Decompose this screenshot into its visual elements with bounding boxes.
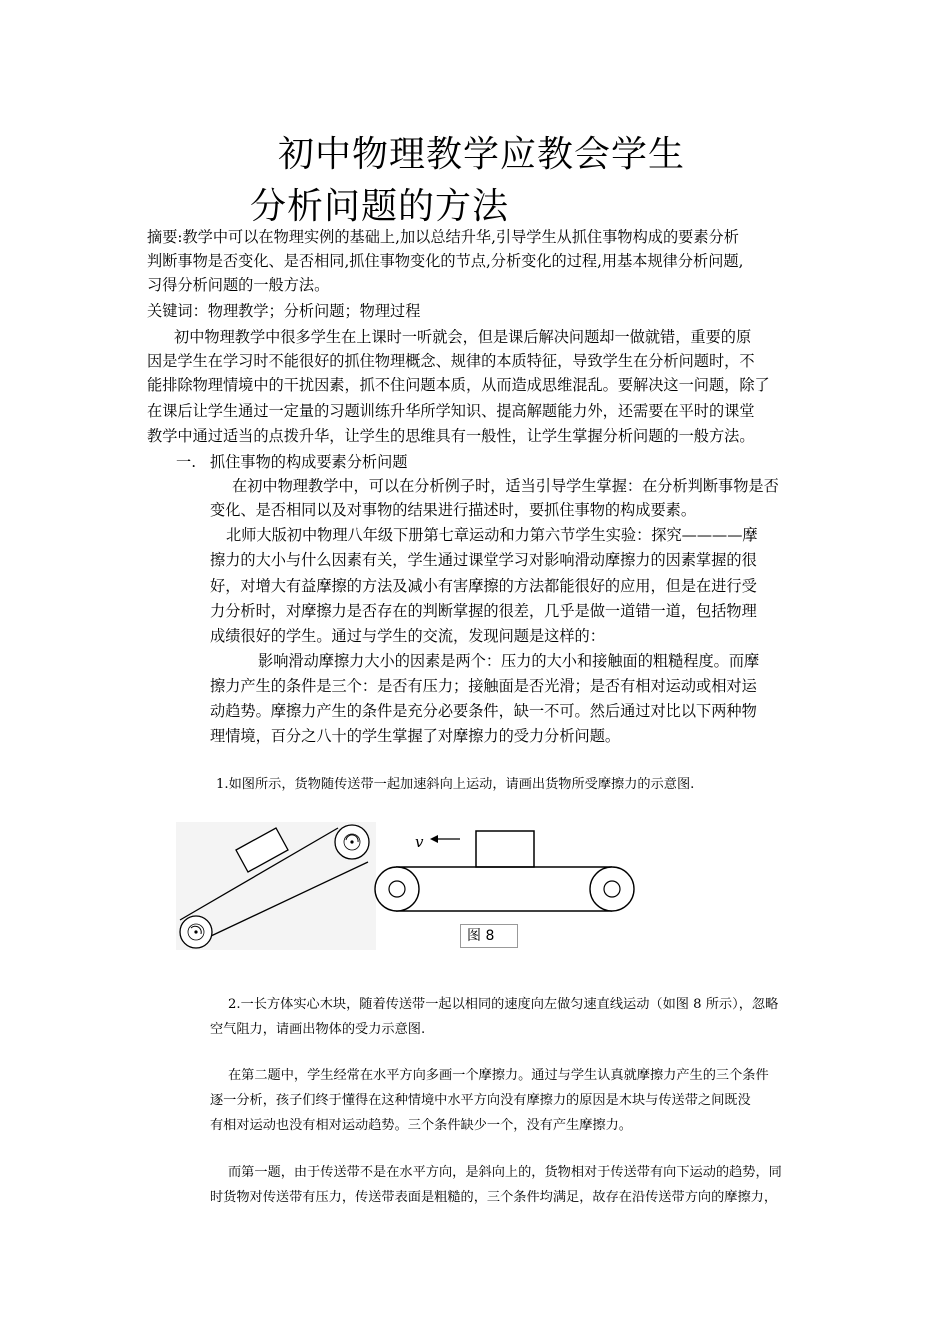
para5-line-2: 时货物对传送带有压力，传送带表面是粗糙的，三个条件均满足，故存在沿传送带方向的摩擦力， bbox=[210, 1190, 778, 1205]
section-heading: 抓住事物的构成要素分析问题 bbox=[210, 453, 408, 471]
keywords: 关键词：物理教学；分析问题；物理过程 bbox=[147, 302, 421, 320]
para1-line-1: 在初中物理教学中，可以在分析例子时，适当引导学生掌握：在分析判断事物是否 bbox=[232, 477, 779, 495]
para3-line-2: 擦力产生的条件是三个：是否有压力；接触面是否光滑；是否有相对运动或相对运 bbox=[210, 677, 757, 695]
question-1: 1.如图所示，货物随传送带一起加速斜向上运动，请画出货物所受摩擦力的示意图. bbox=[216, 777, 695, 792]
intro-line-2: 因是学生在学习时不能很好的抓住物理概念、规律的本质特征，导致学生在分析问题时，不 bbox=[147, 352, 755, 370]
para4-line-1: 在第二题中，学生经常在水平方向多画一个摩擦力。通过与学生认真就摩擦力产生的三个条件 bbox=[228, 1068, 769, 1083]
wooden-block bbox=[476, 831, 534, 867]
inclined-conveyor-figure bbox=[176, 822, 376, 950]
velocity-label: v bbox=[415, 833, 424, 851]
para3-line-4: 理情境，百分之八十的学生掌握了对摩擦力的受力分析问题。 bbox=[210, 727, 621, 745]
intro-line-1: 初中物理教学中很多学生在上课时一听就会，但是课后解决问题却一做就错，重要的原 bbox=[174, 328, 752, 346]
intro-line-5: 教学中通过适当的点拨升华，让学生的思维具有一般性，让学生掌握分析问题的一般方法。 bbox=[147, 427, 755, 445]
figure-caption: 图 8 bbox=[460, 924, 518, 948]
question-2-line-1: 2.一长方体实心木块，随着传送带一起以相同的速度向左做匀速直线运动（如图 8 所示），忽略 bbox=[228, 997, 779, 1012]
para5-line-1: 而第一题，由于传送带不是在水平方向，是斜向上的，货物相对于传送带有向下运动的趋势，同 bbox=[228, 1165, 782, 1180]
velocity-arrow-head bbox=[430, 835, 438, 843]
title-line-1: 初中物理教学应教会学生 bbox=[278, 134, 686, 175]
title-line-2: 分析问题的方法 bbox=[250, 186, 510, 227]
para2-line-5: 成绩很好的学生。通过与学生的交流，发现问题是这样的： bbox=[210, 627, 605, 645]
intro-line-3: 能排除物理情境中的干扰因素，抓不住问题本质，从而造成思维混乱。要解决这一问题，除了 bbox=[147, 376, 770, 394]
abstract-line-2: 判断事物是否变化、是否相同,抓住事物变化的节点,分析变化的过程,用基本规律分析问题, bbox=[147, 252, 744, 270]
intro-line-4: 在课后让学生通过一定量的习题训练升华所学知识、提高解题能力外，还需要在平时的课堂 bbox=[147, 402, 755, 420]
abstract-line-1: 摘要:教学中可以在物理实例的基础上,加以总结升华,引导学生从抓住事物构成的要素分析 bbox=[147, 228, 739, 246]
para4-line-2: 逐一分析，孩子们终于懂得在这种情境中水平方向没有摩擦力的原因是木块与传送带之间既没 bbox=[210, 1093, 751, 1108]
para2-line-3: 好，对增大有益摩擦的方法及减小有害摩擦的方法都能很好的应用，但是在进行受 bbox=[210, 577, 757, 595]
para3-line-3: 动趋势。摩擦力产生的条件是充分必要条件，缺一不可。然后通过对比以下两种物 bbox=[210, 702, 757, 720]
left-pulley bbox=[375, 867, 419, 911]
question-2-line-2: 空气阻力，请画出物体的受力示意图. bbox=[210, 1022, 426, 1037]
para4-line-3: 有相对运动也没有相对运动趋势。三个条件缺少一个，没有产生摩擦力。 bbox=[210, 1118, 632, 1133]
horizontal-conveyor-figure bbox=[372, 825, 637, 920]
para3-line-1: 影响滑动摩擦力大小的因素是两个：压力的大小和接触面的粗糙程度。而摩 bbox=[258, 652, 760, 670]
abstract-line-3: 习得分析问题的一般方法。 bbox=[147, 276, 330, 294]
para1-line-2: 变化、是否相同以及对事物的结果进行描述时，要抓住事物的构成要素。 bbox=[210, 501, 696, 519]
para2-line-1: 北师大版初中物理八年级下册第七章运动和力第六节学生实验：探究————摩 bbox=[226, 526, 758, 544]
para2-line-2: 擦力的大小与什么因素有关，学生通过课堂学习对影响滑动摩擦力的因素掌握的很 bbox=[210, 551, 757, 569]
para2-line-4: 力分析时，对摩擦力是否存在的判断掌握的很差，几乎是做一道错一道，包括物理 bbox=[210, 602, 757, 620]
section-number: 一. bbox=[176, 453, 197, 471]
right-pulley bbox=[590, 867, 634, 911]
